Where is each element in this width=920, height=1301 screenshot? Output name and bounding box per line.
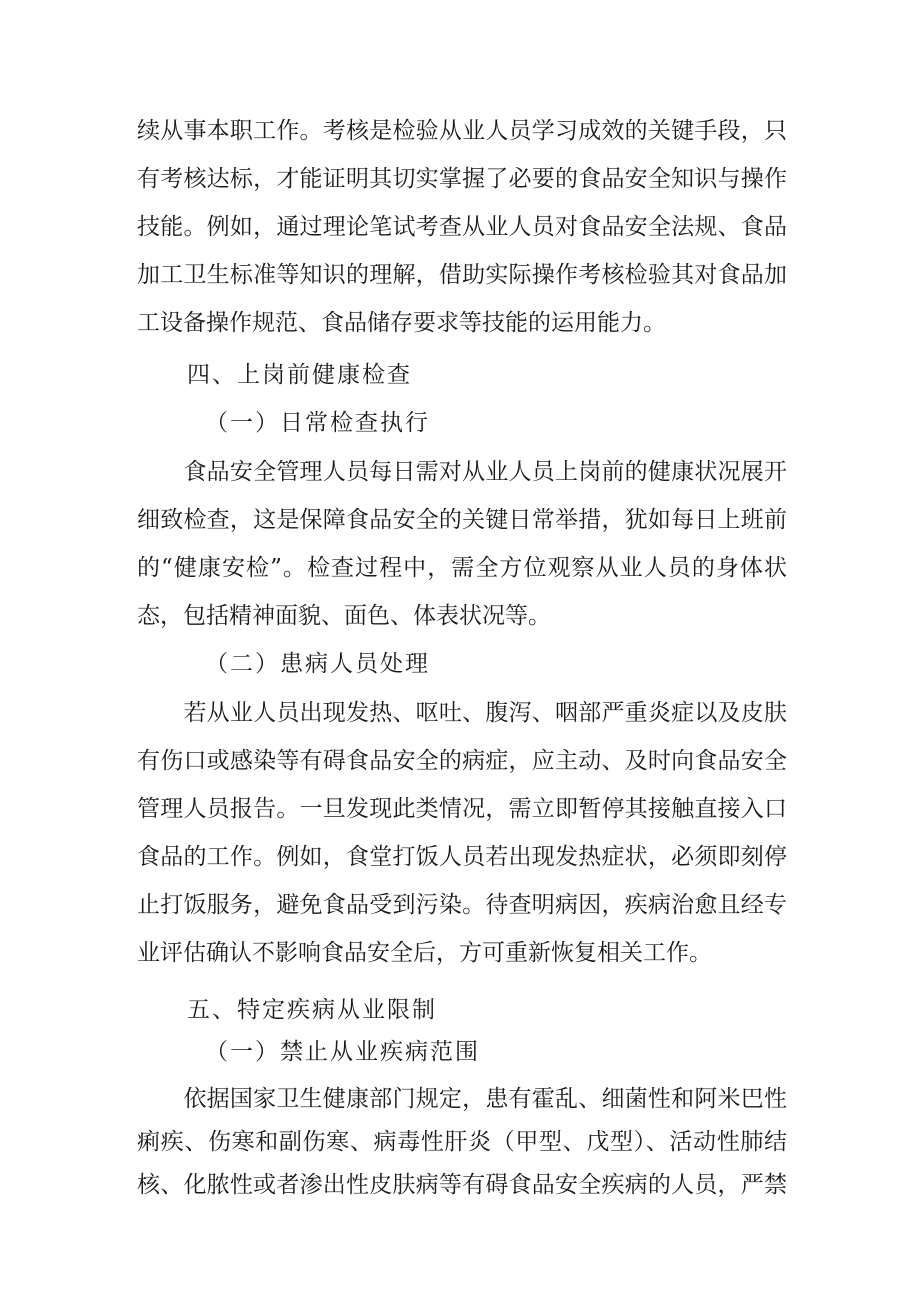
paragraph-line: 依据国家卫生健康部门规定，患有霍乱、细菌性和阿米巴性	[137, 1086, 787, 1112]
paragraph-line: 核、化脓性或者渗出性皮肤病等有碍食品安全疾病的人员，严禁	[137, 1172, 787, 1198]
paragraph-line: 管理人员报告。一旦发现此类情况，需立即暂停其接触直接入口	[137, 796, 787, 822]
paragraph-line: 食品安全管理人员每日需对从业人员上岗前的健康状况展开	[137, 459, 787, 485]
paragraph-line: 有考核达标，才能证明其切实掌握了必要的食品安全知识与操作	[137, 166, 787, 192]
paragraph-line: 技能。例如，通过理论笔试考查从业人员对食品安全法规、食品	[137, 214, 787, 240]
section-heading: 四、上岗前健康检查	[187, 362, 412, 388]
paragraph-line: 有伤口或感染等有碍食品安全的病症，应主动、及时向食品安全	[137, 748, 787, 774]
paragraph-line: 痢疾、伤寒和副伤寒、病毒性肝炎（甲型、戊型）、活动性肺结	[137, 1129, 787, 1155]
paragraph-line: 加工卫生标准等知识的理解，借助实际操作考核检验其对食品加	[137, 262, 787, 288]
subsection-heading: （一）禁止从业疾病范围	[205, 1039, 480, 1065]
subsection-heading: （一）日常检查执行	[205, 410, 430, 436]
paragraph-line: 续从事本职工作。考核是检验从业人员学习成效的关键手段，只	[137, 118, 787, 144]
paragraph-line: 若从业人员出现发热、呕吐、腹泻、咽部严重炎症以及皮肤	[137, 700, 787, 726]
paragraph-line: 态，包括精神面貌、面色、体表状况等。	[137, 603, 551, 629]
paragraph-line: 食品的工作。例如，食堂打饭人员若出现发热症状，必须即刻停	[137, 844, 787, 870]
paragraph-line: 的“健康安检”。检查过程中，需全方位观察从业人员的身体状	[137, 555, 787, 581]
paragraph-line: 工设备操作规范、食品储存要求等技能的运用能力。	[137, 310, 666, 336]
paragraph-line: 细致检查，这是保障食品安全的关键日常举措，犹如每日上班前	[137, 507, 787, 533]
subsection-heading: （二）患病人员处理	[205, 651, 430, 677]
paragraph-line: 业评估确认不影响食品安全后，方可重新恢复相关工作。	[137, 940, 712, 966]
section-heading: 五、特定疾病从业限制	[187, 997, 437, 1023]
paragraph-line: 止打饭服务，避免食品受到污染。待查明病因，疾病治愈且经专	[137, 892, 787, 918]
